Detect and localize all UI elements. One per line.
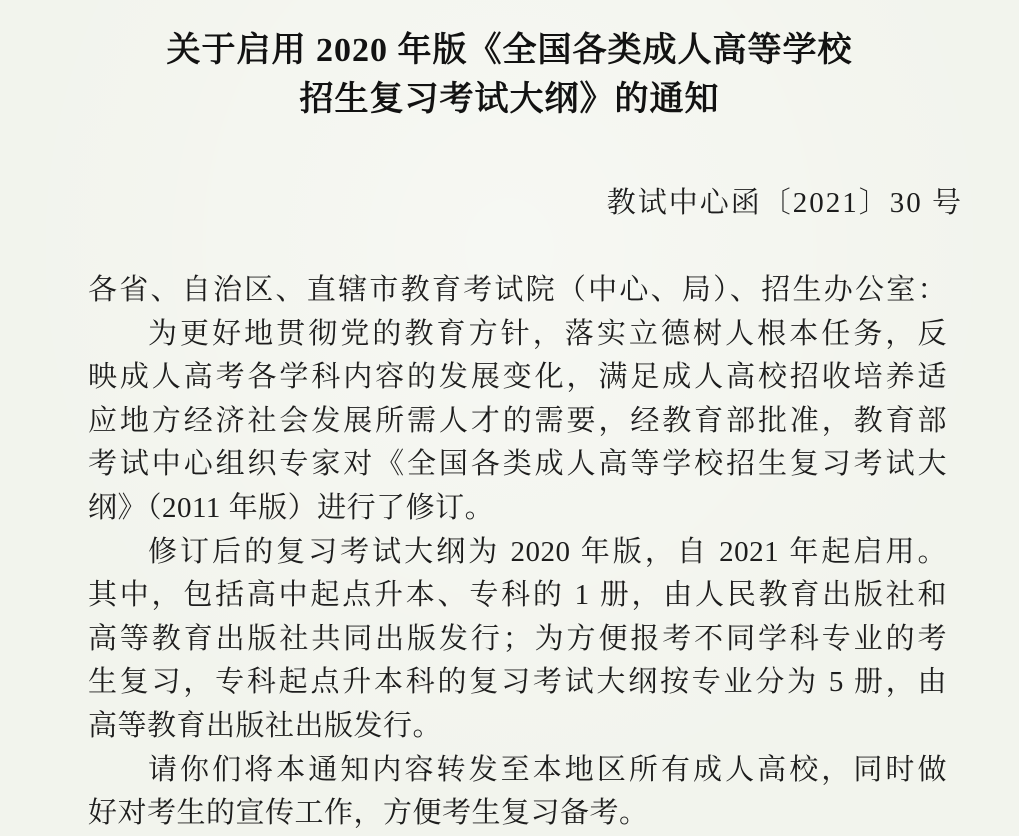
document-title-line-2: 招生复习考试大纲》的通知 [299,81,720,118]
document-title [0,0,1019,124]
body-line: 考试中心组织专家对《全国各类成人高等学校招生复习考试大 [88,448,947,481]
salutation-line: 各省、自治区、直辖市教育考试院（中心、局）、招生办公室： [88,274,947,306]
body-line: 请你们将本通知内容转发至本地区所有成人高校，同时做 [148,753,947,786]
body-line: 好对考生的宣传工作，方便考生复习备考。 [88,797,649,830]
document-body [0,269,1019,836]
body-line: 修订后的复习考试大纲为 2020 年版，自 2021 年起启用。 [148,535,947,568]
document-title-line-1: 关于启用 2020 年版《全国各类成人高等学校 [166,32,853,69]
body-line: 应地方经济社会发展所需人才的需要，经教育部批准，教育部 [88,404,947,437]
body-line: 其中，包括高中起点升本、专科的 1 册，由人民教育出版社和 [88,579,947,612]
body-line: 高等教育出版社共同出版发行；为方便报考不同学科专业的考 [88,622,947,655]
document-number: 教试中心函〔2021〕30 号 [606,187,963,219]
body-line: 映成人高考各学科内容的发展变化，满足成人高校招收培养适 [88,361,947,394]
body-line: 纲》（2011 年版）进行了修订。 [88,491,495,524]
body-line: 高等教育出版社出版发行。 [88,709,443,742]
body-line: 生复习，专科起点升本科的复习考试大纲按专业分为 5 册，由 [88,666,947,699]
body-line: 为更好地贯彻党的教育方针，落实立德树人根本任务，反 [148,317,947,350]
